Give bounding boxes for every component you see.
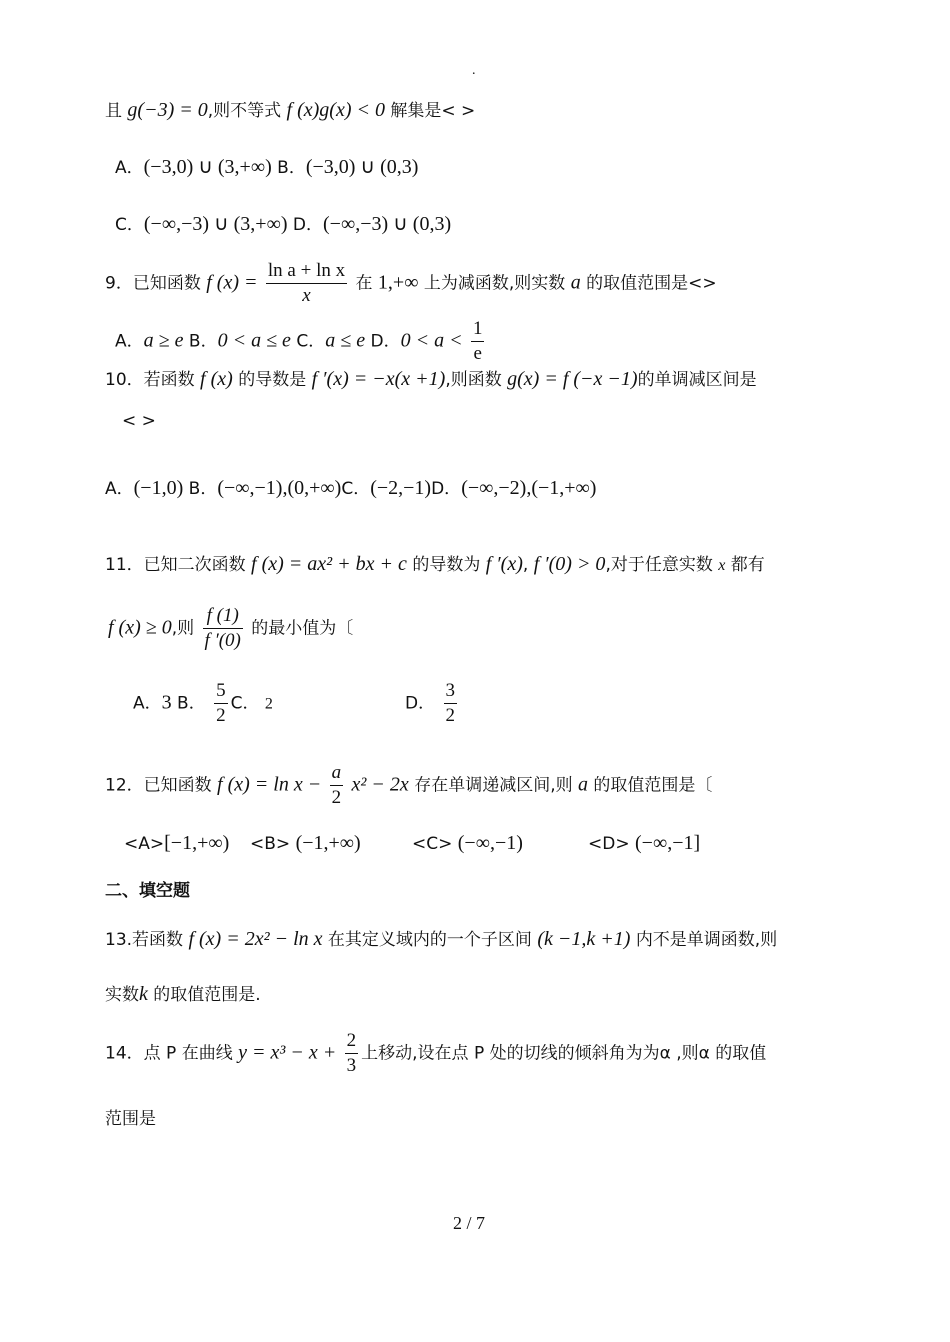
q9-option-d-denominator: e — [473, 342, 482, 364]
q8-option-b: (−3,0) ∪ (0,3) — [305, 156, 419, 178]
q9-option-b-label: B． — [188, 331, 218, 352]
q10-option-b: (−∞,−1),(0,+∞) — [217, 477, 342, 499]
q11-comma: , — [522, 555, 529, 575]
q12-mid: 存在单调递减区间,则 — [414, 775, 573, 796]
q12-option-a-label: <A> — [124, 834, 165, 854]
q12-option-b-label: <B> — [250, 834, 291, 854]
q12-option-d-group — [588, 833, 700, 853]
q10-function: f (x) — [200, 368, 233, 390]
q12-option-a: [−1,+∞) — [164, 832, 230, 854]
section-heading-fill-in: 二、填空题 — [105, 881, 190, 901]
q11-stem — [105, 554, 765, 574]
q11-option-c-label: C． — [230, 693, 260, 714]
q14-number: 14．点 P 在曲线 — [105, 1043, 233, 1064]
q11-function: f (x) = ax² + bx + c — [251, 553, 407, 575]
q12-function-prefix: f (x) = ln x − — [217, 773, 322, 796]
q9-option-d-label: D． — [370, 331, 401, 352]
q11-line2 — [108, 605, 353, 652]
q12-option-c-label: <C> — [412, 834, 453, 854]
q12-option-c: (−∞,−1) — [457, 832, 523, 854]
q9-option-a: a ≥ e — [143, 329, 184, 352]
q13-interval: (k −1,k +1) — [537, 928, 631, 950]
q14-fraction — [345, 1030, 359, 1077]
q10-derivative: f ′(x) = −x(x +1) — [311, 368, 446, 390]
q11-condition: f ′(0) > 0 — [533, 553, 606, 575]
q10-option-c-label: C． — [341, 479, 371, 499]
q9-option-d-numerator: 1 — [471, 318, 485, 342]
q9-fraction-numerator: ln a + ln x — [266, 260, 347, 284]
q9-option-d-fraction — [471, 318, 485, 365]
q13-line2-prefix: 实数 — [105, 985, 139, 1005]
q14-mid: 上移动,设在点 P 处的切线的倾斜角为为α ,则α 的取值 — [361, 1043, 767, 1064]
q8-stem — [105, 100, 475, 120]
q11-ratio-denominator: f ′(0) — [204, 629, 241, 651]
q14-stem — [105, 1030, 766, 1077]
q11-option-b-fraction — [214, 680, 228, 727]
q12-option-b-group — [250, 833, 361, 853]
q11-ratio-numerator: f (1) — [203, 605, 243, 629]
q8-option-a-label: A． — [115, 158, 144, 178]
q11-options-abc — [133, 680, 273, 727]
q10-suffix: 的单调减区间是 — [637, 370, 757, 390]
q13-stem — [105, 929, 777, 949]
q11-number: 11．已知二次函数 — [105, 555, 246, 575]
q11-option-d — [405, 680, 460, 727]
q9-mid1: 在 — [355, 273, 373, 294]
q12-fraction-denominator: 2 — [331, 786, 342, 808]
q13-number: 13.若函数 — [105, 930, 184, 950]
q9-variable: a — [570, 271, 581, 294]
q9-interval: 1,+∞ — [377, 271, 419, 294]
q11-line2-mid: ,则 — [171, 618, 195, 639]
q13-line2 — [105, 984, 261, 1004]
q9-option-c: a ≤ e — [325, 329, 366, 352]
q10-stem — [105, 369, 757, 389]
q9-options — [115, 318, 487, 365]
q8-suffix: 解集是< > — [390, 101, 476, 121]
q11-option-d-numerator: 3 — [444, 680, 458, 704]
q11-line2-suffix: 的最小值为〔 — [251, 618, 354, 639]
q9-stem — [105, 260, 717, 307]
q9-option-a-label: A． — [115, 331, 144, 352]
q8-inequality: f (x)g(x) < 0 — [286, 99, 385, 121]
q10-answer-parens: < > — [122, 411, 156, 431]
q14-fraction-denominator: 3 — [346, 1054, 357, 1076]
q13-line2-suffix: 的取值范围是. — [153, 985, 261, 1005]
q9-fraction — [266, 260, 347, 307]
q12-stem — [105, 762, 712, 809]
q11-option-d-label: D． — [405, 693, 436, 714]
q12-option-d: (−∞,−1] — [635, 832, 701, 854]
q14-curve: y = x³ − x + — [238, 1041, 337, 1064]
q8-option-a: (−3,0) ∪ (3,+∞) — [143, 156, 272, 178]
q8-prefix: 且 — [105, 101, 122, 121]
page-number: 2 / 7 — [453, 1213, 486, 1233]
q10-option-a: (−1,0) — [133, 477, 184, 499]
q11-option-b-denominator: 2 — [216, 704, 226, 726]
q12-fraction — [330, 762, 344, 809]
q11-ratio-fraction — [203, 605, 243, 652]
q9-option-b: 0 < a ≤ e — [217, 329, 291, 352]
q12-suffix: 的取值范围是〔 — [593, 775, 713, 796]
q8-options-row1 — [115, 157, 418, 177]
q10-mid2: ,则函数 — [445, 370, 502, 390]
q11-option-b-label: B． — [177, 693, 206, 714]
q8-option-c-label: C． — [115, 215, 144, 235]
q12-option-c-group — [412, 833, 523, 853]
q9-mid2: 上为减函数,则实数 — [423, 273, 566, 294]
q11-option-a: 3 — [161, 691, 172, 714]
q11-mid2: ,对于任意实数 — [605, 555, 713, 575]
q14-fraction-numerator: 2 — [345, 1030, 359, 1054]
q8-options-row2 — [115, 214, 451, 234]
q8-option-d: (−∞,−3) ∪ (0,3) — [323, 213, 452, 235]
q10-option-a-label: A． — [105, 479, 134, 499]
q9-number: 9．已知函数 — [105, 273, 201, 294]
q11-option-d-fraction — [444, 680, 458, 727]
q9-suffix: 的取值范围是<> — [586, 273, 717, 294]
q11-mid1: 的导数为 — [412, 555, 481, 575]
q11-option-c: 2 — [264, 695, 273, 713]
q8-option-c: (−∞,−3) ∪ (3,+∞) — [143, 213, 288, 235]
q10-option-d: (−∞,−2),(−1,+∞) — [461, 477, 597, 499]
q9-function: f (x) = — [206, 271, 258, 294]
q11-option-b-numerator: 5 — [214, 680, 228, 704]
q10-option-d-label: D． — [431, 479, 462, 499]
q10-number: 10．若函数 — [105, 370, 195, 390]
q11-derivative: f ′(x) — [485, 553, 523, 575]
q10-option-b-label: B． — [188, 479, 218, 499]
q8-mid: ,则不等式 — [207, 101, 282, 121]
q11-option-a-label: A． — [133, 693, 162, 714]
q12-function-suffix: x² − 2x — [351, 773, 409, 796]
q13-variable: k — [139, 983, 148, 1005]
q14-line2: 范围是 — [105, 1109, 156, 1129]
q12-variable: a — [578, 773, 589, 796]
q12-option-d-label: <D> — [588, 834, 630, 854]
q10-g-function: g(x) = f (−x −1) — [507, 368, 638, 390]
q12-option-a-group — [124, 833, 229, 853]
q11-suffix: 都有 — [730, 555, 765, 575]
q12-number: 12．已知函数 — [105, 775, 212, 796]
q13-suffix: 内不是单调函数,则 — [635, 930, 778, 950]
q8-option-b-label: B． — [277, 158, 306, 178]
q11-x: x — [718, 557, 726, 574]
q13-function: f (x) = 2x² − ln x — [188, 928, 323, 950]
q9-fraction-denominator: x — [302, 284, 311, 306]
q8-option-d-label: D． — [292, 215, 324, 235]
q11-nonneg-condition: f (x) ≥ 0 — [108, 616, 172, 639]
q12-fraction-numerator: a — [330, 762, 344, 786]
q10-mid1: 的导数是 — [238, 370, 307, 390]
q12-option-b: (−1,+∞) — [295, 832, 361, 854]
q8-condition: g(−3) = 0 — [127, 99, 208, 121]
q9-option-d-prefix: 0 < a < — [400, 329, 463, 352]
header-dot: . — [472, 63, 476, 78]
q9-option-c-label: C． — [296, 331, 326, 352]
q13-mid: 在其定义域内的一个子区间 — [327, 930, 532, 950]
q11-option-d-denominator: 2 — [445, 704, 455, 726]
q10-options — [105, 478, 596, 498]
q10-option-c: (−2,−1) — [370, 477, 432, 499]
